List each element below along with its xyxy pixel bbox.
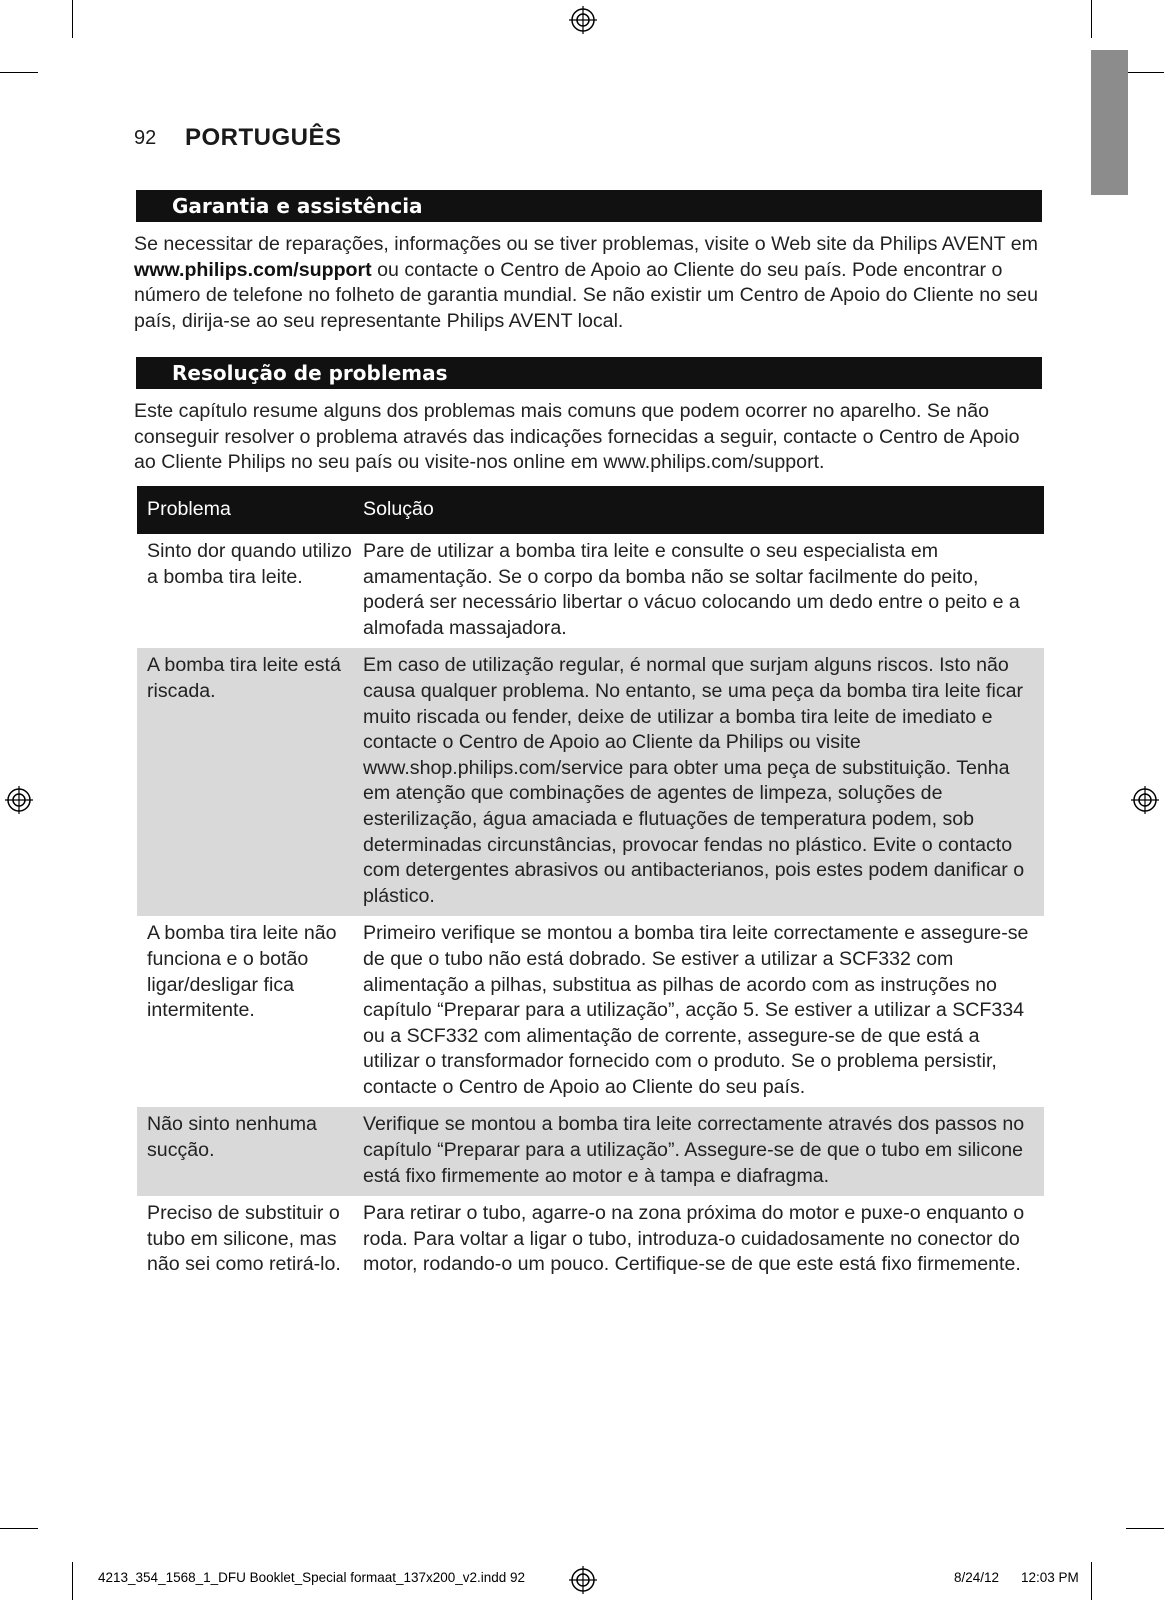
registration-mark-top-icon	[569, 6, 597, 34]
registration-mark-right-icon	[1131, 786, 1159, 814]
page-number: 92	[134, 127, 157, 149]
problem-cell: Não sinto nenhuma sucção.	[147, 1113, 317, 1162]
problem-cell: A bomba tira leite não funciona e o botão ligar/desligar fica intermitente.	[147, 922, 337, 1022]
problem-cell: Sinto dor quando utilizo a bomba tira leite.	[147, 540, 352, 588]
page-title: PORTUGUÊS	[185, 124, 342, 151]
warranty-text-end: ou contacte o Centro de Apoio ao Cliente do seu país. Pode encontrar o número de telefone no folheto de garantia mundial. Se não existir um Centro de Apoio do Cliente no seu país, dirija-se ao seu representante Philips AVENT local.	[134, 258, 1039, 332]
table-row	[137, 1107, 1044, 1196]
registration-mark-bottom-icon	[569, 1566, 597, 1594]
problem-cell: A bomba tira leite está riscada.	[147, 654, 341, 702]
support-link[interactable]: www.philips.com/support	[134, 258, 372, 281]
troubleshooting-intro: Este capítulo resume alguns dos problemas mais comuns que podem ocorrer no aparelho. Se não conseguir resolver o problema através das indicações fornecidas a seguir, contacte o Centro de Apoio ao Cliente Philips no seu país ou visite-nos online em www.philips.com/support.	[134, 400, 1020, 473]
solution-cell: Para retirar o tubo, agarre-o na zona próxima do motor e puxe-o enquanto o roda. Para voltar a ligar o tubo, introduza-o cuidadosamente no conector do motor, rodando-o um pouco. Certifique-se de que este está fixo firmemente.	[363, 1202, 1025, 1276]
solution-cell: Verifique se montou a bomba tira leite correctamente através dos passos no capítulo “Preparar para a utilização”. Assegure-se de que o tubo em silicone está fixo firmemente ao motor e à tampa e diafragma.	[363, 1113, 1025, 1187]
table-header	[137, 486, 1044, 534]
solution-cell: Pare de utilizar a bomba tira leite e consulte o seu especialista em amamentação. Se o corpo da bomba não se soltar facilmente do peito, poderá ser necessário libertar o vácuo colocando um dedo entre o peito e a almofada massajadora.	[363, 540, 1020, 639]
crop-mark-bottom-left-v	[72, 1562, 73, 1600]
solution-cell: Primeiro verifique se montou a bomba tira leite correctamente e assegure-se de que o tubo não está dobrado. Se estiver a utilizar a SCF332 com alimentação a pilhas, substitua as pilhas de acordo com as instruções no capítulo “Preparar para a utilização”, acção 5. Se estiver a utilizar a SCF334 ou a SCF332 com alimentação de corrente, assegure-se de que está a utilizar o transformador fornecido com o produto. Se o problema persistir, contacte o Centro de Apoio ao Cliente do seu país.	[363, 922, 1029, 1098]
warranty-paragraph	[134, 232, 1044, 334]
table-row	[137, 1196, 1044, 1285]
crop-mark-top-right-h	[1126, 72, 1164, 73]
column-header-solution: Solução	[363, 498, 434, 521]
registration-mark-left-icon	[5, 786, 33, 814]
solution-cell: Em caso de utilização regular, é normal que surjam alguns riscos. Isto não causa qualquer problema. No entanto, se uma peça da bomba tira leite ficar muito riscada ou fender, deixe de utilizar a bomba tira leite de imediato e contacte o Centro de Apoio ao Cliente da Philips ou visite www.shop.philips.com/service para obter uma peça de substituição. Tenha em atenção que combinações de agentes de limpeza, soluções de esterilização, água amaciada e flutuações de temperatura podem, sob determinadas circunstâncias, provocar fendas no plástico. Evite o contacto com detergentes abrasivos ou antibacterianos, pois estes podem danificar o plástico.	[363, 654, 1025, 907]
section-heading-warranty: Garantia e assistência	[136, 190, 1042, 222]
column-header-problem: Problema	[147, 498, 231, 521]
crop-mark-bottom-left-h	[0, 1528, 38, 1529]
crop-mark-bottom-right-v	[1091, 1562, 1092, 1600]
table-row	[137, 534, 1044, 648]
table-row	[137, 648, 1044, 916]
table-row	[137, 916, 1044, 1107]
footer-file-name: 4213_354_1568_1_DFU Booklet_Special formaat_137x200_v2.indd 92	[98, 1570, 526, 1585]
troubleshooting-table	[137, 486, 1044, 1285]
footer-time: 12:03 PM	[1021, 1570, 1079, 1585]
language-edge-tab	[1091, 50, 1128, 195]
crop-mark-bottom-right-h	[1126, 1528, 1164, 1529]
problem-cell: Preciso de substituir o tubo em silicone, mas não sei como retirá-lo.	[147, 1202, 341, 1276]
crop-mark-top-right-v	[1091, 0, 1092, 38]
section-heading-troubleshooting: Resolução de problemas	[136, 357, 1042, 389]
crop-mark-top-left-v	[72, 0, 73, 38]
footer-date: 8/24/12	[954, 1570, 1000, 1585]
warranty-text-start: Se necessitar de reparações, informações ou se tiver problemas, visite o Web site da Philips AVENT em	[134, 233, 1038, 255]
crop-mark-top-left-h	[0, 72, 38, 73]
